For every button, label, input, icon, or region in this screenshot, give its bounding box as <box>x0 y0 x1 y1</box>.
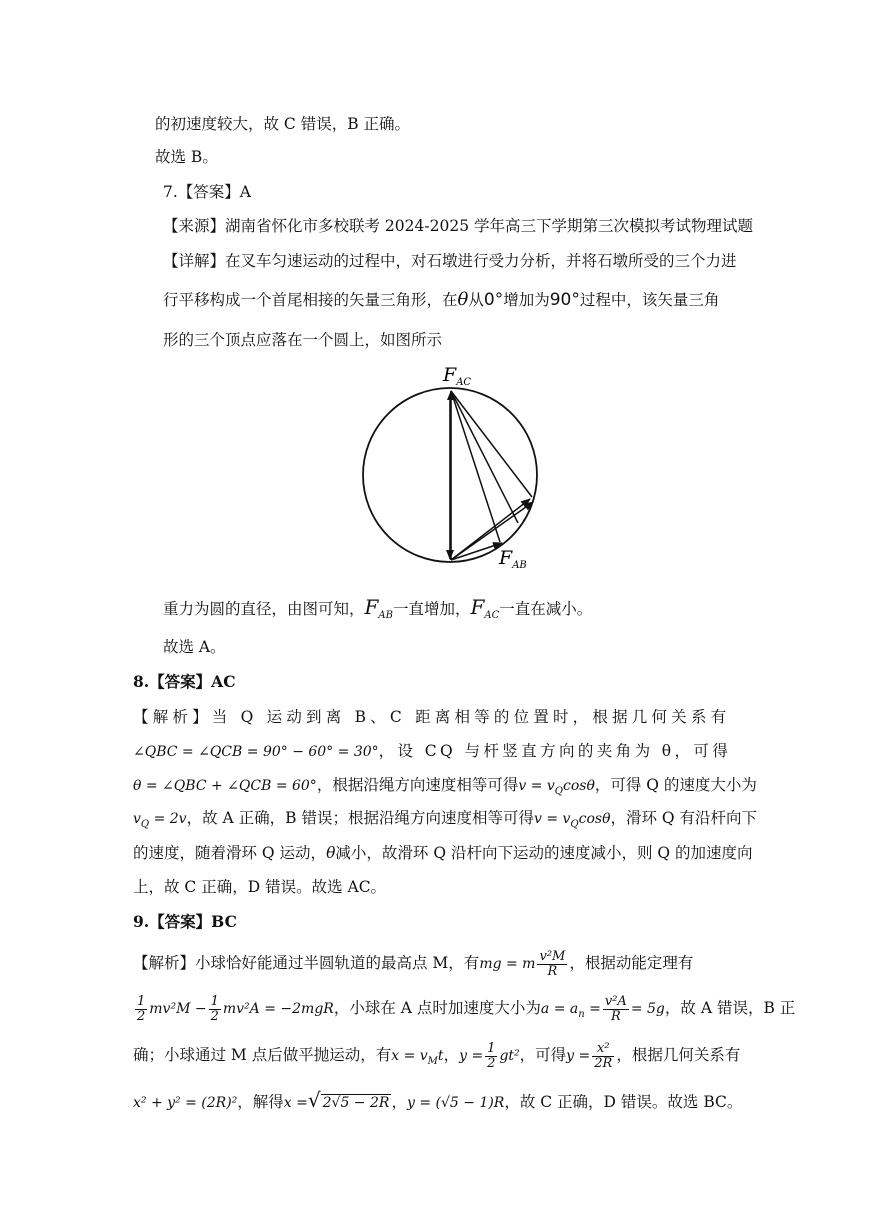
q9-5g: = 5g <box>630 1001 665 1017</box>
q7-source-text: 【来源】湖南省怀化市多校联考 2024-2025 学年高三下学期第三次模拟考试物理试题 <box>163 217 753 235</box>
q9-a-eq: a = a <box>540 1001 579 1017</box>
q7-choose-text: 故选 A。 <box>163 638 226 656</box>
q6-choose-text: 故选 B。 <box>155 148 218 166</box>
q9-frac-3-num: x² <box>592 1042 614 1057</box>
q8-line-2b: ，设 CQ 与杆竖直方向的夹角为 θ，可得 <box>378 742 732 760</box>
q9-line-1 <box>133 943 693 983</box>
q9-line-2g: ，故 A 错误，B 正 <box>664 999 796 1017</box>
q7-detail-line-1: 【详解】在叉车匀速运动的过程中，对石墩进行受力分析，并将石墩所受的三个力进 <box>163 252 737 270</box>
q7-answer-heading: 7.【答案】A <box>163 183 251 201</box>
q9-mg-eq: mg = m <box>479 956 536 972</box>
q9-frac-2-den: R <box>610 1008 621 1024</box>
q9-frac-2-num: v²A <box>604 993 627 1009</box>
q9-sqrt-body: 2√5 − 2R <box>322 1095 390 1111</box>
q9-ke-1: mv²M − <box>149 1001 207 1017</box>
q9-frac-1 <box>537 950 567 979</box>
q9-x-sol: x = <box>283 1095 308 1111</box>
q9-circle-eq: x² + y² = (2R)² <box>133 1095 238 1111</box>
fac-line-1 <box>451 391 532 497</box>
q9-line-4 <box>133 1085 742 1115</box>
q9-half-2 <box>209 995 221 1024</box>
q6-tail-text: 的初速度较大，故 C 错误，B 正确。 <box>155 115 411 133</box>
q9-half-3-num: 1 <box>487 1040 496 1056</box>
q9-frac-3-den: 2R <box>594 1055 613 1071</box>
q9-y-eq: y = <box>459 1048 484 1064</box>
q7-detail-2d: 过程中，该矢量三角 <box>579 291 720 309</box>
q8-line-6: 上，故 C 正确，D 错误。故选 AC。 <box>133 878 387 896</box>
q8-v-eq: v = v <box>518 778 555 794</box>
q8-theta-eq: θ = ∠QBC + ∠QCB = 60° <box>133 778 317 794</box>
q9-line-4g: ，故 C 正确，D 错误。故选 BC。 <box>504 1093 743 1111</box>
q9-half-1 <box>135 995 147 1024</box>
q9-frac-1-den: R <box>547 963 558 979</box>
q8-line-3b: ，根据沿绳方向速度相等可得 <box>316 776 519 794</box>
q7-concl-f1: F <box>364 595 379 619</box>
q7-detail-2a: 行平移构成一个首尾相接的矢量三角形，在 <box>163 291 458 309</box>
q7-conclusion <box>163 597 592 626</box>
q8-line-4 <box>133 808 757 835</box>
q9-line-2 <box>133 988 795 1028</box>
q9-y-eq-2: y = <box>566 1048 591 1064</box>
q9-frac-1-num: v²M <box>539 948 566 964</box>
q9-a-eq2: = <box>584 1001 601 1017</box>
q8-angle-eq: ∠QBC = ∠QCB = 90° − 60° = 30° <box>133 744 379 760</box>
q9-half-3 <box>485 1042 497 1071</box>
q7-detail-2b: 从 <box>468 291 484 309</box>
q8-v-sub: Q <box>554 786 563 797</box>
q9-comma: ， <box>443 1046 460 1064</box>
q8-line-3e: ，可得 Q 的速度大小为 <box>594 776 757 794</box>
q8-theta: θ <box>326 844 336 862</box>
q9-a-sub: n <box>578 1009 585 1020</box>
q9-half-3-den: 2 <box>487 1055 496 1071</box>
q8-v-eq-2: v = v <box>533 811 571 827</box>
q8-line-4f: ，滑环 Q 有沿杆向下 <box>610 809 758 827</box>
q9-gt2: gt² <box>499 1048 520 1064</box>
q8-answer-heading: 8.【答案】AC <box>133 672 236 691</box>
q8-line-5 <box>133 843 753 863</box>
q9-line-3g: ，可得 <box>519 1046 567 1064</box>
q9-line-3 <box>133 1035 740 1075</box>
q9-sqrt-sign: √ <box>307 1088 321 1112</box>
q9-frac-2 <box>603 995 629 1024</box>
q7-detail-2c: 增加为 <box>503 291 550 309</box>
q9-line-1c: ，根据动能定理有 <box>569 954 694 972</box>
q7-deg90: 90° <box>549 290 580 310</box>
q8-vq-val: = 2v <box>149 811 187 827</box>
q7-deg0: 0° <box>483 290 504 310</box>
q7-concl-f1-sub: AB <box>378 610 393 621</box>
q7-theta-symbol: θ <box>457 289 469 310</box>
q9-line-3a: 确；小球通过 M 点后做平抛运动，有 <box>133 1046 392 1064</box>
q9-comma-2: ， <box>391 1093 407 1111</box>
q7-concl-a: 重力为圆的直径，由图可知， <box>163 600 365 618</box>
q8-v-sub-2: Q <box>570 819 579 830</box>
q9-vm-sub: M <box>427 1056 438 1067</box>
q9-line-3i: ，根据几何关系有 <box>616 1046 741 1064</box>
q8-line-5c: 减小，故滑环 Q 沿杆向下运动的速度减小，则 Q 的加速度向 <box>335 844 753 862</box>
q7-concl-b: 一直增加， <box>392 600 471 618</box>
q8-cos: cosθ <box>562 778 595 794</box>
q8-vq-sub: Q <box>140 819 150 830</box>
q9-t: t <box>437 1048 444 1064</box>
fig-label-fab: $F_{AB}$ <box>499 547 527 571</box>
q9-frac-3 <box>592 1042 614 1071</box>
fig-label-fac: $F_{AC}$ <box>443 364 472 388</box>
q7-detail-line-3: 形的三个顶点应落在一个圆上，如图所示 <box>163 331 443 349</box>
q8-cos-2: cosθ <box>578 811 611 827</box>
q8-line-1: 【解析】当 Q 运动到离 B、C 距离相等的位置时，根据几何关系有 <box>133 708 731 726</box>
q9-y-sol: y = (√5 − 1)R <box>406 1095 505 1111</box>
q8-line-5a: 的速度，随着滑环 Q 运动， <box>133 844 327 862</box>
q8-line-4c: ，故 A 正确，B 错误；根据沿绳方向速度相等可得 <box>186 809 534 827</box>
q7-concl-c: 一直在减小。 <box>499 600 593 618</box>
q9-x-eq: x = v <box>391 1048 428 1064</box>
q9-half-2-den: 2 <box>210 1008 219 1024</box>
q8-line-2 <box>133 741 731 762</box>
vector-circle-figure <box>350 360 570 585</box>
q9-line-4b: ，解得 <box>237 1093 284 1111</box>
q8-line-3 <box>133 775 757 802</box>
fac-line-2 <box>451 391 500 542</box>
q9-half-2-num: 1 <box>210 993 219 1009</box>
q7-detail-line-2 <box>163 290 719 310</box>
q9-half-1-den: 2 <box>137 1008 146 1024</box>
q7-concl-f2-sub: AC <box>484 610 500 621</box>
q9-answer-heading: 9.【答案】BC <box>133 912 237 931</box>
q9-ke-2: mv²A = −2mgR <box>222 1001 334 1017</box>
q9-line-1a: 【解析】小球恰好能通过半圆轨道的最高点 M，有 <box>133 954 480 972</box>
q8-vq: v <box>133 811 141 827</box>
q9-half-1-num: 1 <box>137 993 146 1009</box>
q9-line-2c: ，小球在 A 点时加速度大小为 <box>333 999 541 1017</box>
q7-concl-f2: F <box>470 595 485 619</box>
